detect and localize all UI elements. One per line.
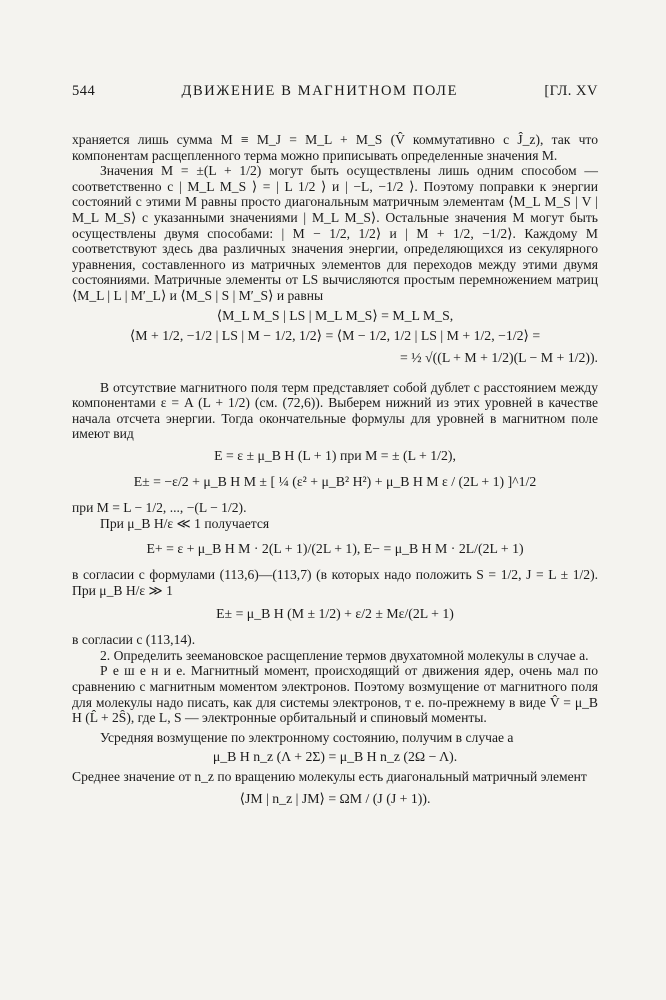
page-body (72, 132, 598, 807)
equation: E = ε ± μ_B H (L + 1) при M = ± (L + 1/2), (214, 447, 456, 463)
equation: E± = μ_B H (M ± 1/2) + ε/2 ± Mε/(2L + 1) (216, 606, 454, 622)
running-title: ДВИЖЕНИЕ В МАГНИТНОМ ПОЛЕ (181, 83, 459, 99)
paragraph: храняется лишь сумма M ≡ M_J = M_L + M_S (V̂ коммутативно с Ĵ_z), так что компонентам расщепленного терма можно приписывать определенные значения M. (72, 132, 598, 163)
equation: ⟨M_L M_S | LS | M_L M_S⟩ = M_L M_S, (216, 307, 454, 323)
paragraph: Среднее значение от n_z по вращению молекулы есть диагональный матричный элемент (72, 769, 587, 785)
page-number: 544 (72, 83, 96, 99)
paragraph: В отсутствие магнитного поля терм представляет собой дублет с расстоянием между компонентами ε = A (L + 1/2) (см. (72,6)). Выберем нижний из этих уровней в качестве начала отсчета энергии. Тогда окончательные формулы для уровней в магнитном поле имеют вид (72, 379, 598, 442)
equation: μ_B H n_z (Λ + 2Σ) = μ_B H n_z (2Ω − Λ). (212, 749, 458, 765)
paragraph: в согласии с формулами (113,6)—(113,7) (в которых надо положить S = 1/2, J = L ± 1/2). При μ_B H/ε ≫ 1 (72, 567, 598, 598)
chapter-label: [ГЛ. XV (544, 83, 598, 99)
equation: ⟨M + 1/2, −1/2 | LS | M − 1/2, 1/2⟩ = ⟨M − 1/2, 1/2 | LS | M + 1/2, −1/2⟩ = (129, 327, 541, 343)
equation: E+ = ε + μ_B H M · 2(L + 1)/(2L + 1), E− = μ_B H M · 2L/(2L + 1) (146, 541, 524, 557)
page-header (72, 83, 598, 100)
equation: ⟨JM | n_z | JM⟩ = ΩM / (J (J + 1)). (239, 791, 431, 807)
paragraph: Значения M = ±(L + 1/2) могут быть осуществлены лишь одним способом — соответственно с | M_L M_S ⟩ = | L 1/2 ⟩ и | −L, −1/2 ⟩. Поэтому поправки к энергии состояний с этими M равны просто диагональным матричным элементам ⟨M_L M_S | V | M_L M_S⟩ с указанными значениями | M_L M_S⟩. Остальные значения M могут быть осуществлены двумя способами: | M − 1/2, 1/2⟩ и | M + 1/2, −1/2⟩. Каждому M соответствуют здесь два различных значения энергии, определяющихся из секулярного уравнения, составленного из матричных элементов для переходов между этими двумя состояниями. Матричные элементы от LS вычисляются простым перемножением матриц ⟨M_L | L | M′_L⟩ и ⟨M_S | S | M′_S⟩ и равны (72, 163, 598, 303)
equation: = ½ √((L + M + 1/2)(L − M + 1/2)). (400, 349, 598, 365)
paragraph: при M = L − 1/2, ..., −(L − 1/2). (72, 499, 247, 515)
equation: E± = −ε/2 + μ_B H M ± [ ¼ (ε² + μ_B² H²) + μ_B H M ε / (2L + 1) ]^1/2 (133, 473, 537, 489)
paragraph: При μ_B H/ε ≪ 1 получается (100, 515, 270, 531)
paragraph: Р е ш е н и е. Магнитный момент, происходящий от движения ядер, очень мал по сравнению с магнитным моментом электронов. Поэтому возмущение от магнитного поля для молекулы надо писать, как для системы электронов, т е. по-прежнему в виде V̂ = μ_B H (L̂ + 2Ŝ), где L, S — электронные орбитальный и спиновый моменты. (72, 663, 598, 726)
paragraph: в согласии с (113,14). (72, 632, 196, 648)
paragraph: 2. Определить зеемановское расщепление термов двухатомной молекулы в случае a. (100, 647, 589, 663)
paragraph: Усредняя возмущение по электронному состоянию, получим в случае a (100, 729, 514, 745)
